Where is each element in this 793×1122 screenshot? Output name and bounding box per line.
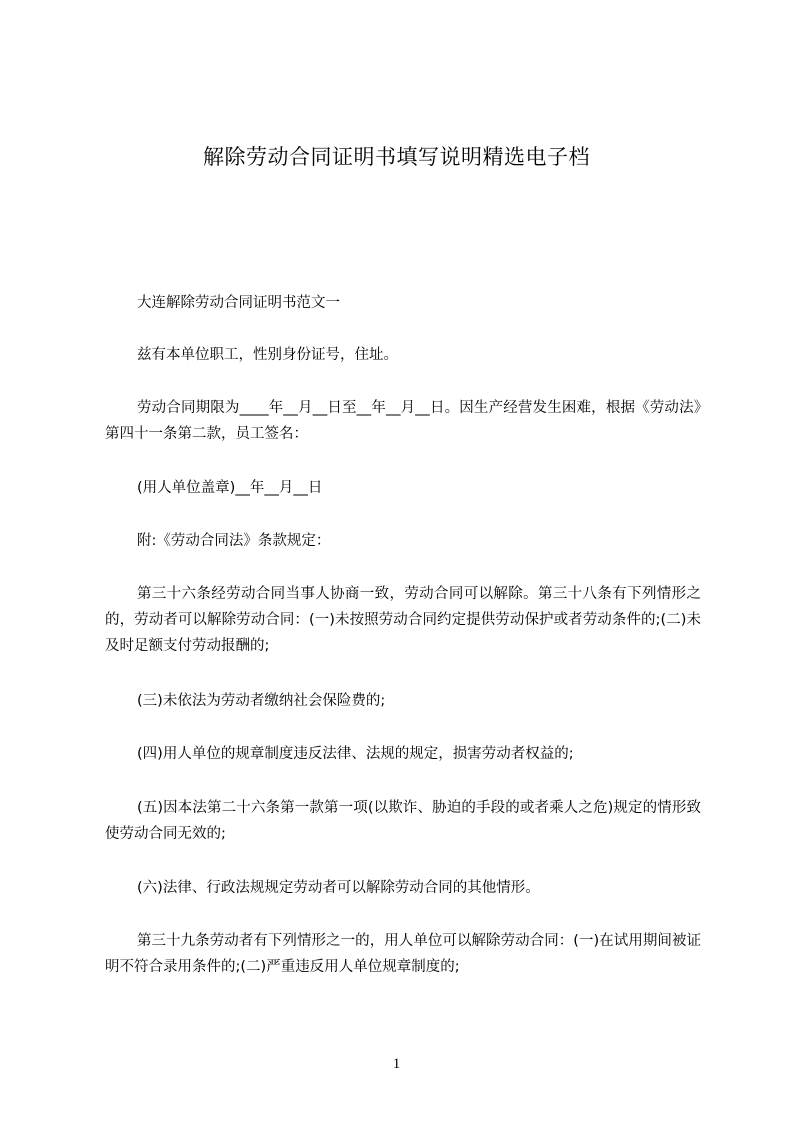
paragraph-article-36-38: 第三十六条经劳动合同当事人协商一致，劳动合同可以解除。第三十八条有下列情形之的，劳动者可以解除劳动合同：(一)未按照劳动合同约定提供劳动保护或者劳动条件的;(二)未及时足额支付劳动报酬的; bbox=[105, 586, 701, 654]
paragraph-item-5: (五)因本法第二十六条第一款第一项(以欺诈、胁迫的手段的或者乘人之危)规定的情形致使劳动合同无效的; bbox=[105, 800, 701, 842]
paragraph-article-39: 第三十九条劳动者有下列情形之一的，用人单位可以解除劳动合同：(一)在试用期间被证明不符合录用条件的;(二)严重违反用人单位规章制度的; bbox=[105, 933, 701, 975]
paragraph-appendix-heading: 附:《劳动合同法》条款规定： bbox=[137, 533, 331, 549]
paragraph-item-4: (四)用人单位的规章制度违反法律、法规的规定，损害劳动者权益的; bbox=[137, 746, 574, 762]
paragraph-contract-term: 劳动合同期限为____年__月__日至__年__月__日。因生产经营发生困难，根据《劳动法》第四十一条第二款，员工签名： bbox=[105, 400, 701, 442]
paragraph-seal-date: (用人单位盖章)__年__月__日 bbox=[137, 480, 323, 496]
paragraph-item-3: (三)未依法为劳动者缴纳社会保险费的; bbox=[137, 693, 386, 709]
paragraph-sample-heading: 大连解除劳动合同证明书范文一 bbox=[137, 295, 340, 311]
document-title: 解除劳动合同证明书填写说明精选电子档 bbox=[203, 145, 590, 169]
page-number: 1 bbox=[392, 1056, 401, 1072]
paragraph-employee-info: 兹有本单位职工，性别身份证号，住址。 bbox=[137, 347, 398, 363]
paragraph-item-6: (六)法律、行政法规规定劳动者可以解除劳动合同的其他情形。 bbox=[137, 880, 540, 896]
